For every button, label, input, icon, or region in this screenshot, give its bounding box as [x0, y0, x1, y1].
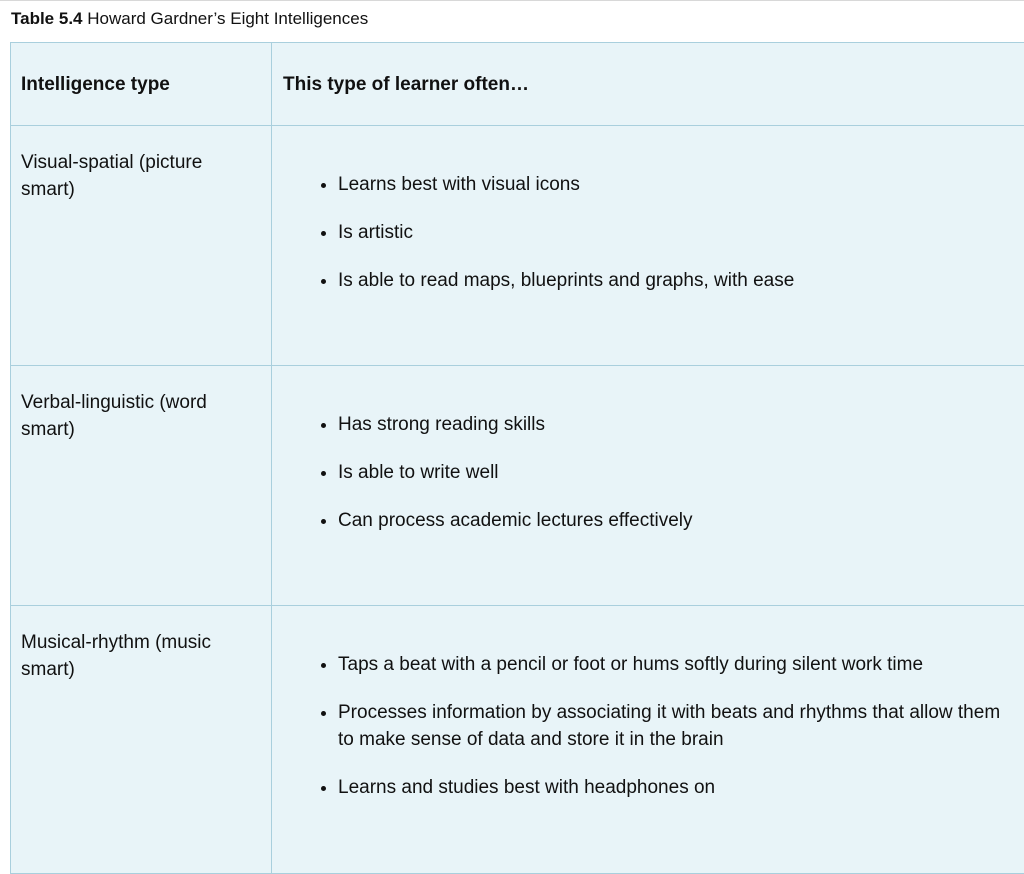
- intelligence-type-cell: Visual-spatial (picture smart): [11, 126, 272, 366]
- list-item: • Processes information by associating it with beats and rhythms that allow them to make sense of data and store it in the brain: [338, 699, 1016, 753]
- header-learner-description: This type of learner often…: [272, 43, 1024, 126]
- learner-traits-cell: [272, 606, 1024, 874]
- table-number: Table 5.4: [11, 9, 83, 28]
- table-row: [11, 606, 1024, 874]
- traits-list: [294, 171, 1016, 294]
- top-divider: [0, 0, 1024, 1]
- list-item: • Learns best with visual icons: [338, 171, 1016, 198]
- learner-traits-cell: [272, 366, 1024, 606]
- intelligence-type-cell: Musical-rhythm (music smart): [11, 606, 272, 874]
- list-item: • Is artistic: [338, 219, 1016, 246]
- list-item: • Is able to write well: [338, 459, 1016, 486]
- list-item: • Has strong reading skills: [338, 411, 1016, 438]
- list-item: • Can process academic lectures effectively: [338, 507, 1016, 534]
- list-item: • Learns and studies best with headphones on: [338, 774, 1016, 801]
- traits-list: [294, 651, 1016, 801]
- traits-list: [294, 411, 1016, 534]
- intelligences-table: [10, 42, 1024, 874]
- table-row: [11, 366, 1024, 606]
- intelligence-type-cell: Verbal-linguistic (word smart): [11, 366, 272, 606]
- table-row: [11, 126, 1024, 366]
- list-item: • Is able to read maps, blueprints and graphs, with ease: [338, 267, 1016, 294]
- header-intelligence-type: Intelligence type: [11, 43, 272, 126]
- table-title: Howard Gardner’s Eight Intelligences: [87, 9, 368, 28]
- table-caption: [11, 8, 368, 30]
- table-header-row: [11, 43, 1024, 126]
- list-item: • Taps a beat with a pencil or foot or hums softly during silent work time: [338, 651, 1016, 678]
- learner-traits-cell: [272, 126, 1024, 366]
